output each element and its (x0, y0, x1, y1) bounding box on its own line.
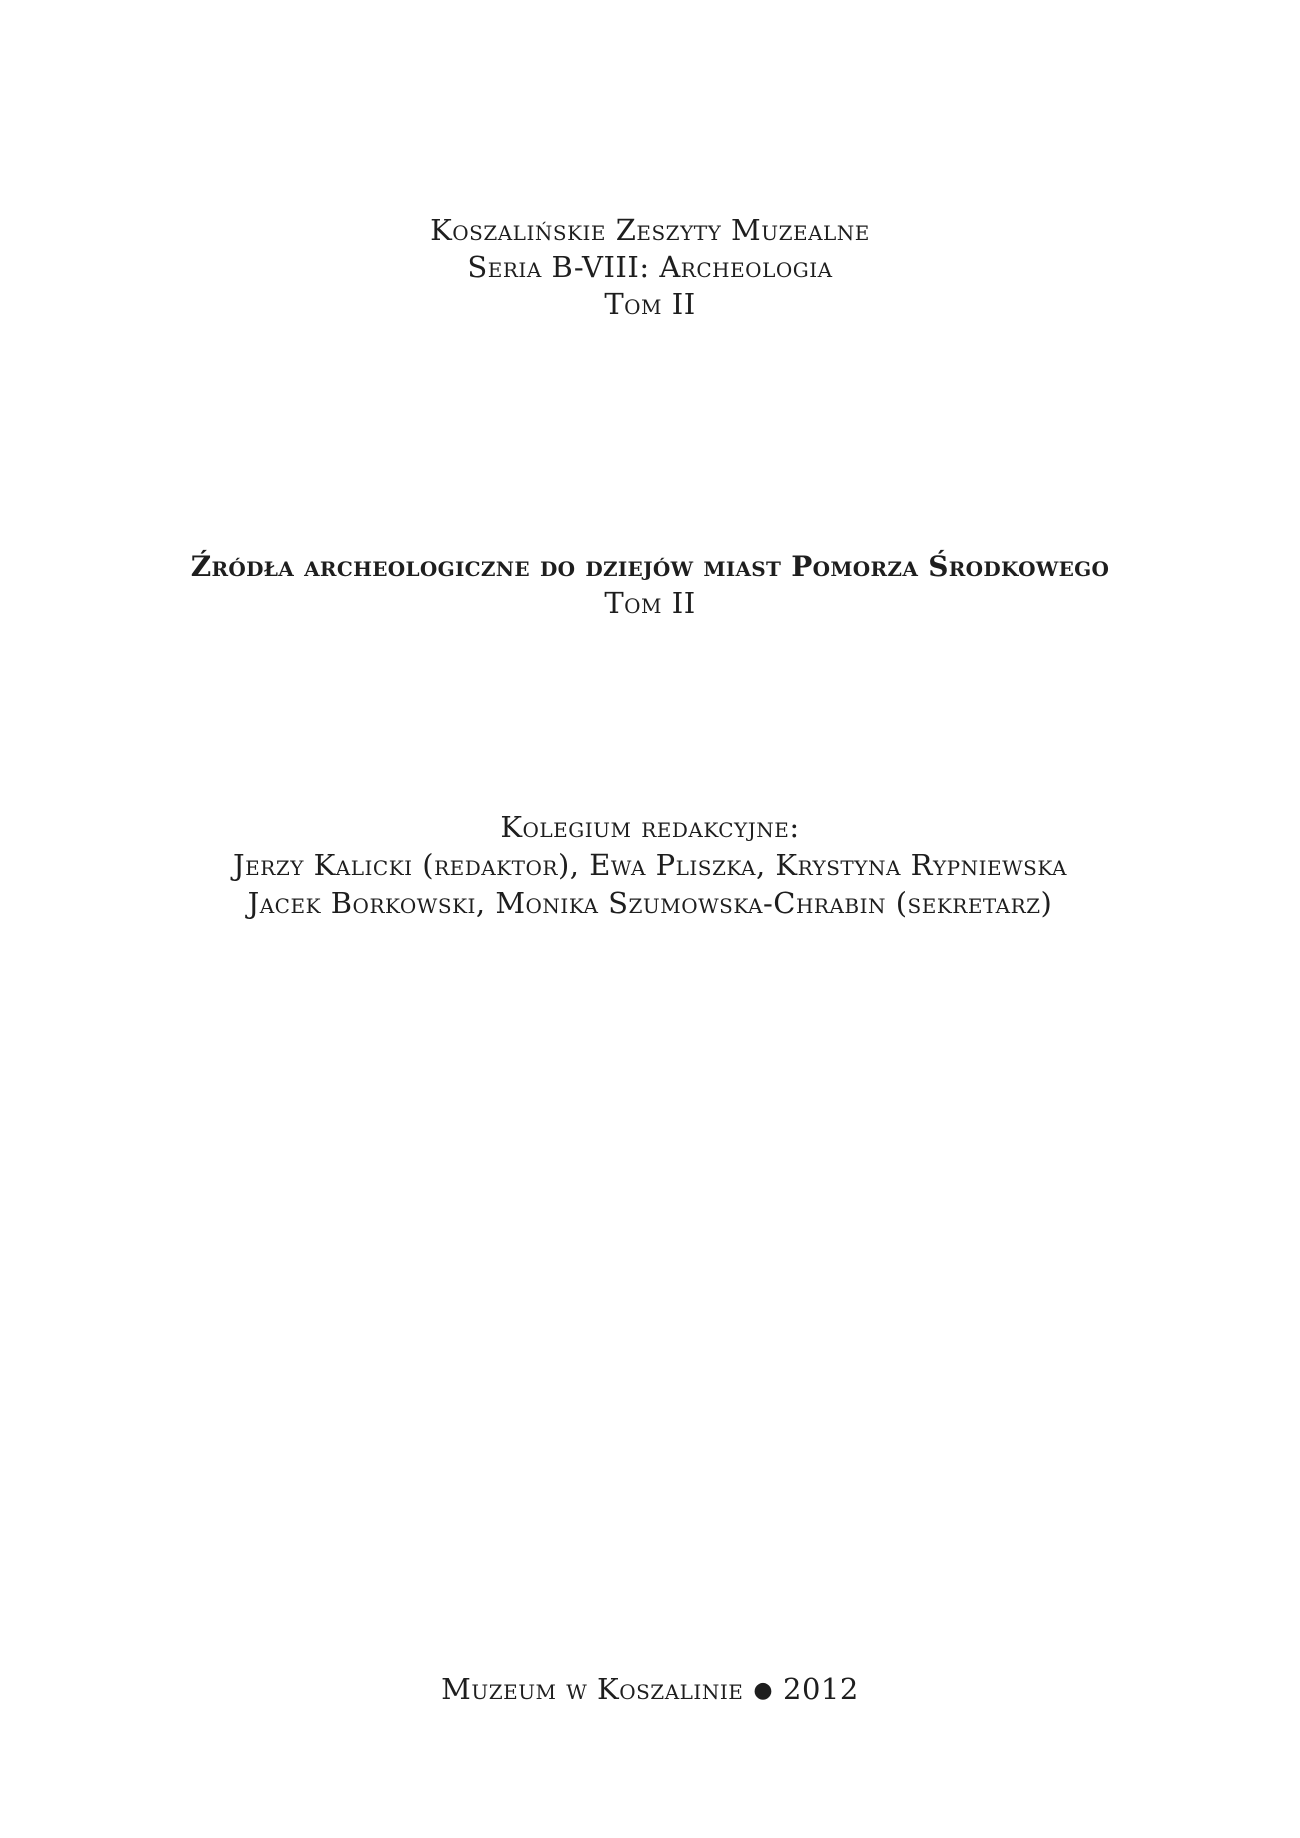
series-block (0, 212, 1300, 323)
bullet-separator: ● (753, 1678, 774, 1703)
publisher-name: Muzeum w Koszalinie (441, 1672, 744, 1706)
editorial-board-line-1: Jerzy Kalicki (redaktor), Ewa Pliszka, Krystyna Rypniewska (233, 848, 1067, 882)
editorial-board-block (0, 808, 1300, 922)
series-subtitle: Seria B-VIII: Archeologia (467, 250, 833, 284)
series-volume: Tom II (604, 287, 696, 321)
editorial-board-line-2: Jacek Borkowski, Monika Szumowska-Chrabin (sekretarz) (247, 886, 1053, 920)
book-volume: Tom II (604, 586, 696, 620)
book-title: Źródła archeologiczne do dziejów miast Pomorza Środkowego (190, 550, 1110, 583)
publication-year: 2012 (783, 1672, 859, 1706)
series-name: Koszalińskie Zeszyty Muzealne (430, 213, 870, 247)
editorial-board-heading: Kolegium redakcyjne: (500, 810, 800, 844)
publisher-block (0, 1671, 1300, 1711)
publisher-line (0, 1671, 1300, 1711)
book-title-block (0, 549, 1300, 622)
